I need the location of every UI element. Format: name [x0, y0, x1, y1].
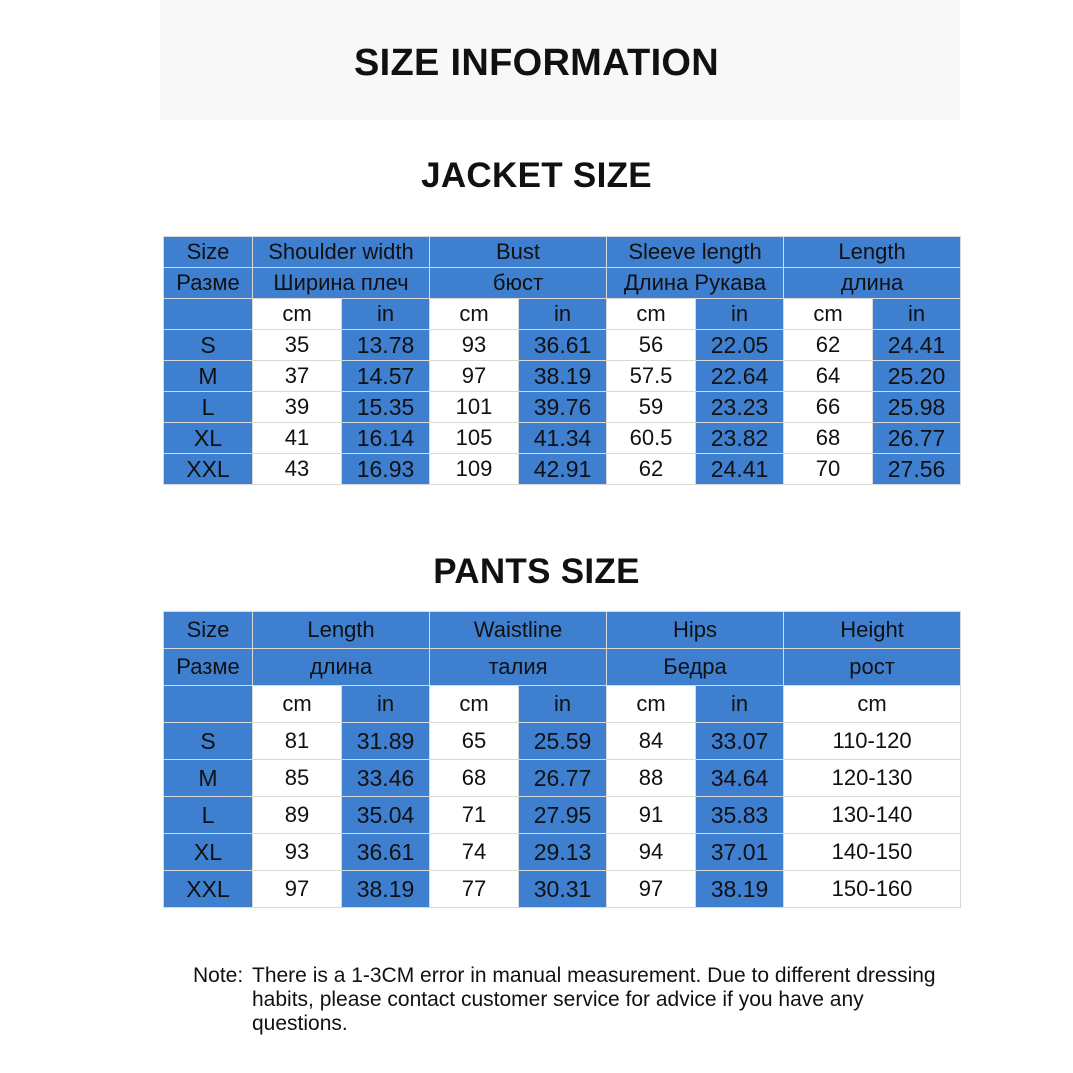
table-cell: 23.82 [696, 423, 784, 454]
table-cell: 25.20 [873, 361, 961, 392]
size-label: L [164, 797, 253, 834]
page-title: SIZE INFORMATION [353, 42, 720, 84]
table-cell: 64 [784, 361, 873, 392]
table-cell: 66 [784, 392, 873, 423]
col-header-height: Height [784, 612, 961, 649]
table-row [164, 871, 961, 908]
table-cell: 89 [253, 797, 342, 834]
col-header-height-ru: рост [784, 649, 961, 686]
col-header-length-ru: длина [253, 649, 430, 686]
table-cell: 35.04 [342, 797, 430, 834]
table-row [164, 454, 961, 485]
table-cell: 38.19 [696, 871, 784, 908]
table-cell: 65 [430, 723, 519, 760]
table-cell: 37.01 [696, 834, 784, 871]
table-cell: 85 [253, 760, 342, 797]
table-cell: 39.76 [519, 392, 607, 423]
header-row-en [164, 612, 961, 649]
table-cell: 140-150 [784, 834, 961, 871]
header-row-ru [164, 268, 961, 299]
table-cell: 26.77 [519, 760, 607, 797]
table-cell: 16.14 [342, 423, 430, 454]
table-cell: 77 [430, 871, 519, 908]
unit-cell: in [519, 299, 607, 330]
table-cell: 62 [607, 454, 696, 485]
col-header-size: Size [164, 237, 253, 268]
table-cell: 25.59 [519, 723, 607, 760]
table-cell: 56 [607, 330, 696, 361]
col-header-length-ru: длина [784, 268, 961, 299]
table-cell: 88 [607, 760, 696, 797]
table-cell: 57.5 [607, 361, 696, 392]
unit-cell: cm [607, 299, 696, 330]
measurement-note [193, 964, 953, 1036]
col-header-length: Length [253, 612, 430, 649]
table-cell: 26.77 [873, 423, 961, 454]
table-cell: 23.23 [696, 392, 784, 423]
table-cell: 84 [607, 723, 696, 760]
table-cell: 22.05 [696, 330, 784, 361]
table-cell: 24.41 [873, 330, 961, 361]
table-cell: 25.98 [873, 392, 961, 423]
unit-cell: cm [430, 686, 519, 723]
table-cell: 14.57 [342, 361, 430, 392]
col-header-shoulder-width-ru: Ширина плеч [253, 268, 430, 299]
size-label: XL [164, 423, 253, 454]
table-row [164, 760, 961, 797]
table-cell: 60.5 [607, 423, 696, 454]
jacket-size-title: JACKET SIZE [421, 156, 652, 195]
table-cell: 110-120 [784, 723, 961, 760]
unit-cell: cm [784, 299, 873, 330]
note-text: There is a 1-3CM error in manual measurement. Due to different dressing habits, please contact customer service for advice if you have any questions. [252, 964, 936, 1035]
col-header-size-ru: Разме [164, 649, 253, 686]
unit-cell: in [873, 299, 961, 330]
table-row [164, 330, 961, 361]
table-cell: 35 [253, 330, 342, 361]
table-cell: 37 [253, 361, 342, 392]
size-label: M [164, 760, 253, 797]
table-cell: 38.19 [519, 361, 607, 392]
table-cell: 15.35 [342, 392, 430, 423]
table-cell: 97 [430, 361, 519, 392]
table-cell: 38.19 [342, 871, 430, 908]
col-header-hips: Hips [607, 612, 784, 649]
table-cell: 31.89 [342, 723, 430, 760]
table-cell: 42.91 [519, 454, 607, 485]
table-cell: 43 [253, 454, 342, 485]
units-row [164, 686, 961, 723]
col-header-bust-ru: бюст [430, 268, 607, 299]
table-cell: 24.41 [696, 454, 784, 485]
table-row [164, 361, 961, 392]
unit-cell [164, 686, 253, 723]
table-cell: 27.56 [873, 454, 961, 485]
table-cell: 33.07 [696, 723, 784, 760]
size-label: S [164, 723, 253, 760]
unit-cell [164, 299, 253, 330]
unit-cell: cm [253, 299, 342, 330]
unit-cell: in [696, 686, 784, 723]
size-label: XXL [164, 871, 253, 908]
table-row [164, 423, 961, 454]
table-cell: 29.13 [519, 834, 607, 871]
unit-cell: cm [784, 686, 961, 723]
unit-cell: in [519, 686, 607, 723]
pants-size-title: PANTS SIZE [433, 552, 640, 591]
unit-cell: cm [607, 686, 696, 723]
table-row [164, 723, 961, 760]
table-cell: 39 [253, 392, 342, 423]
table-cell: 41.34 [519, 423, 607, 454]
table-cell: 150-160 [784, 871, 961, 908]
table-cell: 81 [253, 723, 342, 760]
table-cell: 109 [430, 454, 519, 485]
unit-cell: cm [430, 299, 519, 330]
table-cell: 93 [430, 330, 519, 361]
table-cell: 130-140 [784, 797, 961, 834]
unit-cell: in [696, 299, 784, 330]
size-label: S [164, 330, 253, 361]
col-header-hips-ru: Бедра [607, 649, 784, 686]
table-cell: 59 [607, 392, 696, 423]
table-cell: 105 [430, 423, 519, 454]
table-cell: 71 [430, 797, 519, 834]
note-label: Note: [193, 964, 244, 987]
pants-size-table [163, 611, 961, 908]
table-cell: 74 [430, 834, 519, 871]
units-row [164, 299, 961, 330]
col-header-bust: Bust [430, 237, 607, 268]
size-label: XL [164, 834, 253, 871]
table-cell: 93 [253, 834, 342, 871]
table-cell: 16.93 [342, 454, 430, 485]
table-cell: 13.78 [342, 330, 430, 361]
table-cell: 34.64 [696, 760, 784, 797]
table-cell: 30.31 [519, 871, 607, 908]
col-header-waistline: Waistline [430, 612, 607, 649]
col-header-shoulder-width: Shoulder width [253, 237, 430, 268]
table-cell: 94 [607, 834, 696, 871]
col-header-sleeve-length: Sleeve length [607, 237, 784, 268]
jacket-size-table [163, 236, 961, 485]
table-cell: 36.61 [519, 330, 607, 361]
table-cell: 35.83 [696, 797, 784, 834]
table-row [164, 834, 961, 871]
table-row [164, 392, 961, 423]
col-header-size-ru: Разме [164, 268, 253, 299]
table-cell: 62 [784, 330, 873, 361]
size-label: M [164, 361, 253, 392]
table-cell: 33.46 [342, 760, 430, 797]
unit-cell: cm [253, 686, 342, 723]
unit-cell: in [342, 686, 430, 723]
table-cell: 22.64 [696, 361, 784, 392]
table-cell: 91 [607, 797, 696, 834]
table-cell: 68 [784, 423, 873, 454]
table-cell: 101 [430, 392, 519, 423]
header-row-en [164, 237, 961, 268]
size-label: XXL [164, 454, 253, 485]
unit-cell: in [342, 299, 430, 330]
table-cell: 97 [607, 871, 696, 908]
table-cell: 41 [253, 423, 342, 454]
table-cell: 97 [253, 871, 342, 908]
table-cell: 120-130 [784, 760, 961, 797]
size-label: L [164, 392, 253, 423]
table-cell: 36.61 [342, 834, 430, 871]
table-cell: 68 [430, 760, 519, 797]
col-header-size: Size [164, 612, 253, 649]
col-header-length: Length [784, 237, 961, 268]
table-cell: 70 [784, 454, 873, 485]
col-header-waistline-ru: талия [430, 649, 607, 686]
table-row [164, 797, 961, 834]
col-header-sleeve-length-ru: Длина Рукава [607, 268, 784, 299]
table-cell: 27.95 [519, 797, 607, 834]
header-row-ru [164, 649, 961, 686]
